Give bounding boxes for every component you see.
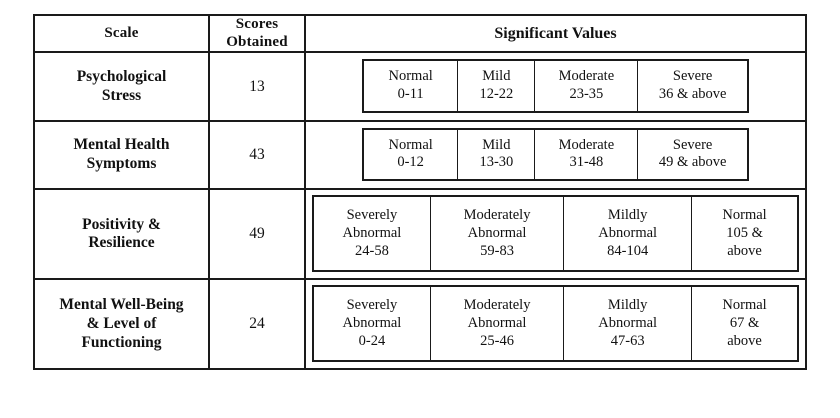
severity-category — [364, 130, 458, 179]
scale-name-line2: Symptoms — [86, 154, 157, 172]
column-header-scores-obtained-line1: Scores — [235, 16, 279, 32]
severity-label: Moderate — [558, 68, 615, 85]
row-scale-psychological-stress — [34, 52, 209, 120]
severity-label-line1: Mildly — [607, 207, 648, 224]
severity-category — [638, 130, 747, 179]
severity-label-line1: Severely — [346, 207, 398, 224]
severity-label-line2: Abnormal — [598, 314, 658, 331]
severity-label-line1: Moderately — [463, 297, 531, 314]
severity-band — [312, 195, 799, 272]
severity-category — [638, 61, 747, 110]
severity-label-line1: Normal — [722, 297, 767, 314]
severity-range: 0-12 — [397, 154, 424, 171]
severity-band — [312, 285, 799, 362]
severity-range: 12-22 — [479, 86, 514, 103]
severity-label-line1: Normal — [722, 207, 767, 224]
scale-name-line3: Functioning — [81, 333, 162, 351]
severity-range: 59-83 — [480, 242, 514, 259]
severity-category — [314, 287, 431, 360]
severity-category — [535, 61, 638, 110]
table-row — [34, 279, 806, 369]
severity-label: Mild — [482, 68, 511, 85]
severity-label: Normal — [388, 136, 433, 153]
severity-label-line2: Abnormal — [598, 224, 658, 241]
severity-category — [431, 197, 564, 270]
row-score-mental-wellbeing: 24 — [209, 279, 305, 369]
column-header-scale: Scale — [34, 15, 209, 52]
severity-range: 24-58 — [355, 242, 389, 259]
scale-name-line1: Mental Well-Being — [59, 296, 184, 314]
scale-name-line2: & Level of — [86, 314, 157, 332]
severity-range: 31-48 — [569, 154, 604, 171]
severity-category — [431, 287, 564, 360]
row-values-mental-health-symptoms — [305, 121, 806, 189]
severity-range: 0-24 — [358, 332, 386, 349]
severity-band — [362, 128, 749, 181]
scale-name-line2: Resilience — [88, 234, 155, 252]
severity-category — [314, 197, 431, 270]
severity-range: 23-35 — [569, 86, 604, 103]
severity-category — [535, 130, 638, 179]
severity-range: above — [727, 332, 762, 349]
severity-label: Severe — [672, 136, 713, 153]
severity-range: 36 & above — [658, 86, 727, 103]
severity-range: 0-11 — [397, 86, 424, 103]
severity-category — [458, 61, 535, 110]
severity-range: 25-46 — [480, 332, 514, 349]
column-header-scores-obtained-line2: Obtained — [226, 33, 288, 50]
severity-label-line1: Moderately — [463, 207, 531, 224]
severity-range: 47-63 — [610, 332, 645, 349]
severity-label-line2: 105 & — [726, 224, 763, 241]
column-header-scores-obtained — [209, 15, 305, 52]
row-values-positivity-resilience — [305, 189, 806, 279]
severity-label-line2: Abnormal — [342, 224, 402, 241]
row-score-psychological-stress: 13 — [209, 52, 305, 120]
assessment-scores-table — [33, 14, 807, 370]
row-scale-positivity-resilience — [34, 189, 209, 279]
row-values-mental-wellbeing — [305, 279, 806, 369]
severity-label-line2: Abnormal — [342, 314, 402, 331]
severity-range: 13-30 — [479, 154, 514, 171]
row-scale-mental-health-symptoms — [34, 121, 209, 189]
severity-label: Severe — [672, 68, 713, 85]
row-scale-mental-wellbeing — [34, 279, 209, 369]
column-header-significant-values: Significant Values — [305, 15, 806, 52]
severity-range: 84-104 — [607, 242, 649, 259]
row-значения-psychological-stress — [305, 52, 806, 120]
table-row — [34, 189, 806, 279]
row-score-positivity-resilience: 49 — [209, 189, 305, 279]
severity-label-line1: Severely — [346, 297, 398, 314]
severity-category — [458, 130, 535, 179]
scale-name-line1: Mental Health — [73, 136, 170, 154]
severity-category — [364, 61, 458, 110]
severity-label: Mild — [482, 136, 511, 153]
severity-category — [564, 287, 692, 360]
severity-label: Normal — [388, 68, 433, 85]
severity-range: above — [727, 242, 762, 259]
severity-label-line2: Abnormal — [467, 314, 527, 331]
severity-category — [564, 197, 692, 270]
scale-name-line1: Psychological — [76, 67, 167, 85]
severity-label-line2: Abnormal — [467, 224, 527, 241]
severity-category — [692, 197, 797, 270]
scale-name-line1: Positivity & — [82, 215, 161, 233]
table-row — [34, 121, 806, 189]
severity-label: Moderate — [558, 136, 615, 153]
severity-label-line2: 67 & — [729, 314, 760, 331]
severity-category — [692, 287, 797, 360]
severity-range: 49 & above — [658, 154, 727, 171]
table-row — [34, 52, 806, 120]
scale-name-line2: Stress — [101, 86, 142, 104]
row-score-mental-health-symptoms: 43 — [209, 121, 305, 189]
table-header-row — [34, 15, 806, 52]
severity-label-line1: Mildly — [607, 297, 648, 314]
severity-band — [362, 59, 749, 112]
